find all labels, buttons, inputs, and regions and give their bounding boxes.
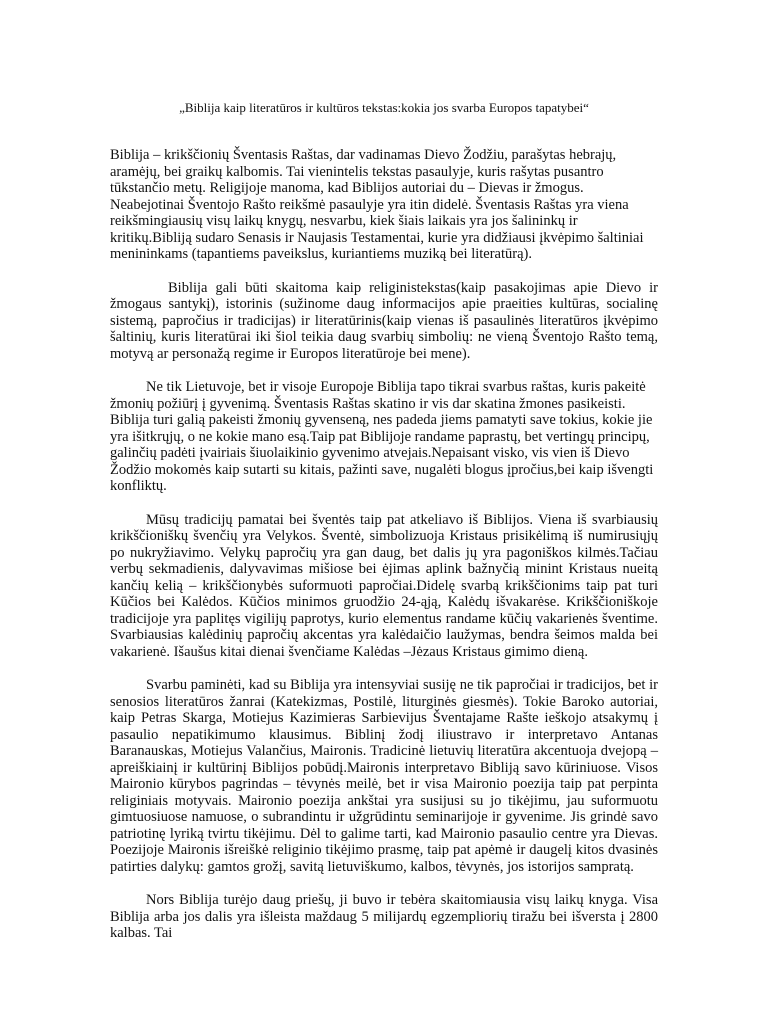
paragraph-popularity: Nors Biblija turėjo daug priešų, ji buvo ir tebėra skaitomiausia visų laikų knyga. Visa Biblija arba jos dalis yra išleista maždaug 5 milijardų egzempliorių tiražu bei išversta į 2800 kalbas. Tai [110, 892, 658, 941]
document-page [110, 100, 658, 959]
paragraph-influence-europe: Ne tik Lietuvoje, bet ir visoje Europoje Biblija tapo tikrai svarbus raštas, kuris pakeitė žmonių požiūrį į gyvenimą. Šventasis Raštas skatino ir vis dar skatina žmones pasikeisti. Biblija turi galią pakeisti žmonių gyvenseną, nes padeda jiems pamatyti save tokius, kokie jie yra išitkrųjų, o ne kokie mano esą.Taip pat Biblijoje randame paprastų, bet vertingų principų, galinčių padėti įvairiais šiuolaikinio gyvenimo atvejais.Nepaisant visko, vis vien iš Dievo Žodžio mokomės kaip sutarti su kitais, pažinti save, nugalėti blogus įpročius,bei kaip išvengti konfliktų. [110, 379, 654, 494]
paragraph-introduction: Biblija – krikščionių Šventasis Raštas, dar vadinamas Dievo Žodžiu, parašytas hebrajų, aramėjų, bei graikų kalbomis. Tai vienintelis tekstas pasaulyje, kuris rašytas pusantro tūkstančio metų. Religijoje manoma, kad Biblijos autoriai du – Dievas ir žmogus. Neabejotinai Šventojo Rašto reikšmė pasaulyje yra itin didelė. Šventasis Raštas yra viena reikšmingiausių visų laikų knygų, nesvarbu, kiek šiais laikais yra jos šalininkų ir kritikų.Bibliją sudaro Senasis ir Naujasis Testamentai, kurie yra didžiausi įkvėpimo šaltiniai menininkams (tapantiems paveikslus, kuriantiems muziką bei literatūrą). [110, 147, 644, 262]
paragraph-traditions-holidays: Mūsų tradicijų pamatai bei šventės taip pat atkeliavo iš Biblijos. Viena iš svarbiausių krikščioniškų švenčių yra Velykos. Šventė, simbolizuoja Kristaus prisikėlimą iš numirusiųjų po nukryžiavimo. Velykų papročių yra gan daug, bet dalis jų yra pagoniškos kilmės.Tačiau verbų sekmadienis, dalyvavimas mišiose bei ėjimas aplink bažnyčią minint Kristaus nueitą kančių kelią – krikščionybės suformuoti papročiai.Didelę svarbą krikščionims taip pat turi Kūčios bei Kalėdos. Kūčios minimos gruodžio 24-ąją, Kalėdų išvakarėse. Krikščioniškoje tradicijoje yra paplitęs vigilijų paprotys, kurio elementus randame kūčių vakarienės šventime. Svarbiausias kalėdinių papročių akcentas yra kalėdaičio laužymas, bendra šeimos malda bei vakarienė. Išaušus kitai dienai švenčiame Kalėdas –Jėzaus Kristaus gimimo dieną. [110, 511, 658, 660]
document-title: „Biblija kaip literatūros ir kultūros tekstas:kokia jos svarba Europos tapatybei“ [179, 100, 589, 115]
paragraph-literature-maironis: Svarbu paminėti, kad su Biblija yra intensyviai susiję ne tik papročiai ir tradicijos, bet ir senosios literatūros žanrai (Katekizmas, Postilė, liturginės giesmės). Tokie Baroko autoriai, kaip Petras Skarga, Motiejus Kazimieras Sarbievijus Šventajame Rašte ieškojo atsakymų į pasaulio nepatikimumo klausimus. Biblinį žodį iliustravo ir interpretavo Antanas Baranauskas, Motiejus Valančius, Maironis. Tradicinė lietuvių literatūra akcentuoja dvejopą – apreiškiainį ir kultūrinį Biblijos pobūdį.Maironis interpretavo Bibliją savo kūriniuose. Visos Maironio kūrybos pagrindas – tėvynės meilė, bet ir visa Maironio poezija taip pat perpinta religiniais motyvais. Maironio poezija ankštai yra susijusi su jo tikėjimu, jau suformuotu gimtuosiuose namuose, o subrandintu ir užgrūdintu seminarijoje ir gyvenime. Jis grindė savo patriotinę lyriką tvirtu tikėjimu. Dėl to galime tarti, kad Maironio pasaulio centre yra Dievas. Poezijoje Maironis išreiškė religinio tikėjimo prasmę, taip pat apėmė ir daugelį kitos dvasinės patirties dalykų: gamtos grožį, savitą lietuviškumo, kalbos, tėvynės, jos istorijos sampratą. [110, 677, 658, 875]
paragraph-reading-modes: Biblija gali būti skaitoma kaip religinistekstas(kaip pasakojimas apie Dievo ir žmogaus santykį), istorinis (sužinome daug informacijos apie praeities kultūras, socialinę sistemą, papročius ir tradicijas) ir literatūrinis(kaip vienas iš pasaulinės literatūros įkvėpimo šaltinių, kuris literatūrai iki šiol teikia daug svarbių simbolių: ne vieną Šventojo Rašto temą, motyvą ar personažą regime ir Europos literatūroje bei mene). [110, 279, 658, 362]
